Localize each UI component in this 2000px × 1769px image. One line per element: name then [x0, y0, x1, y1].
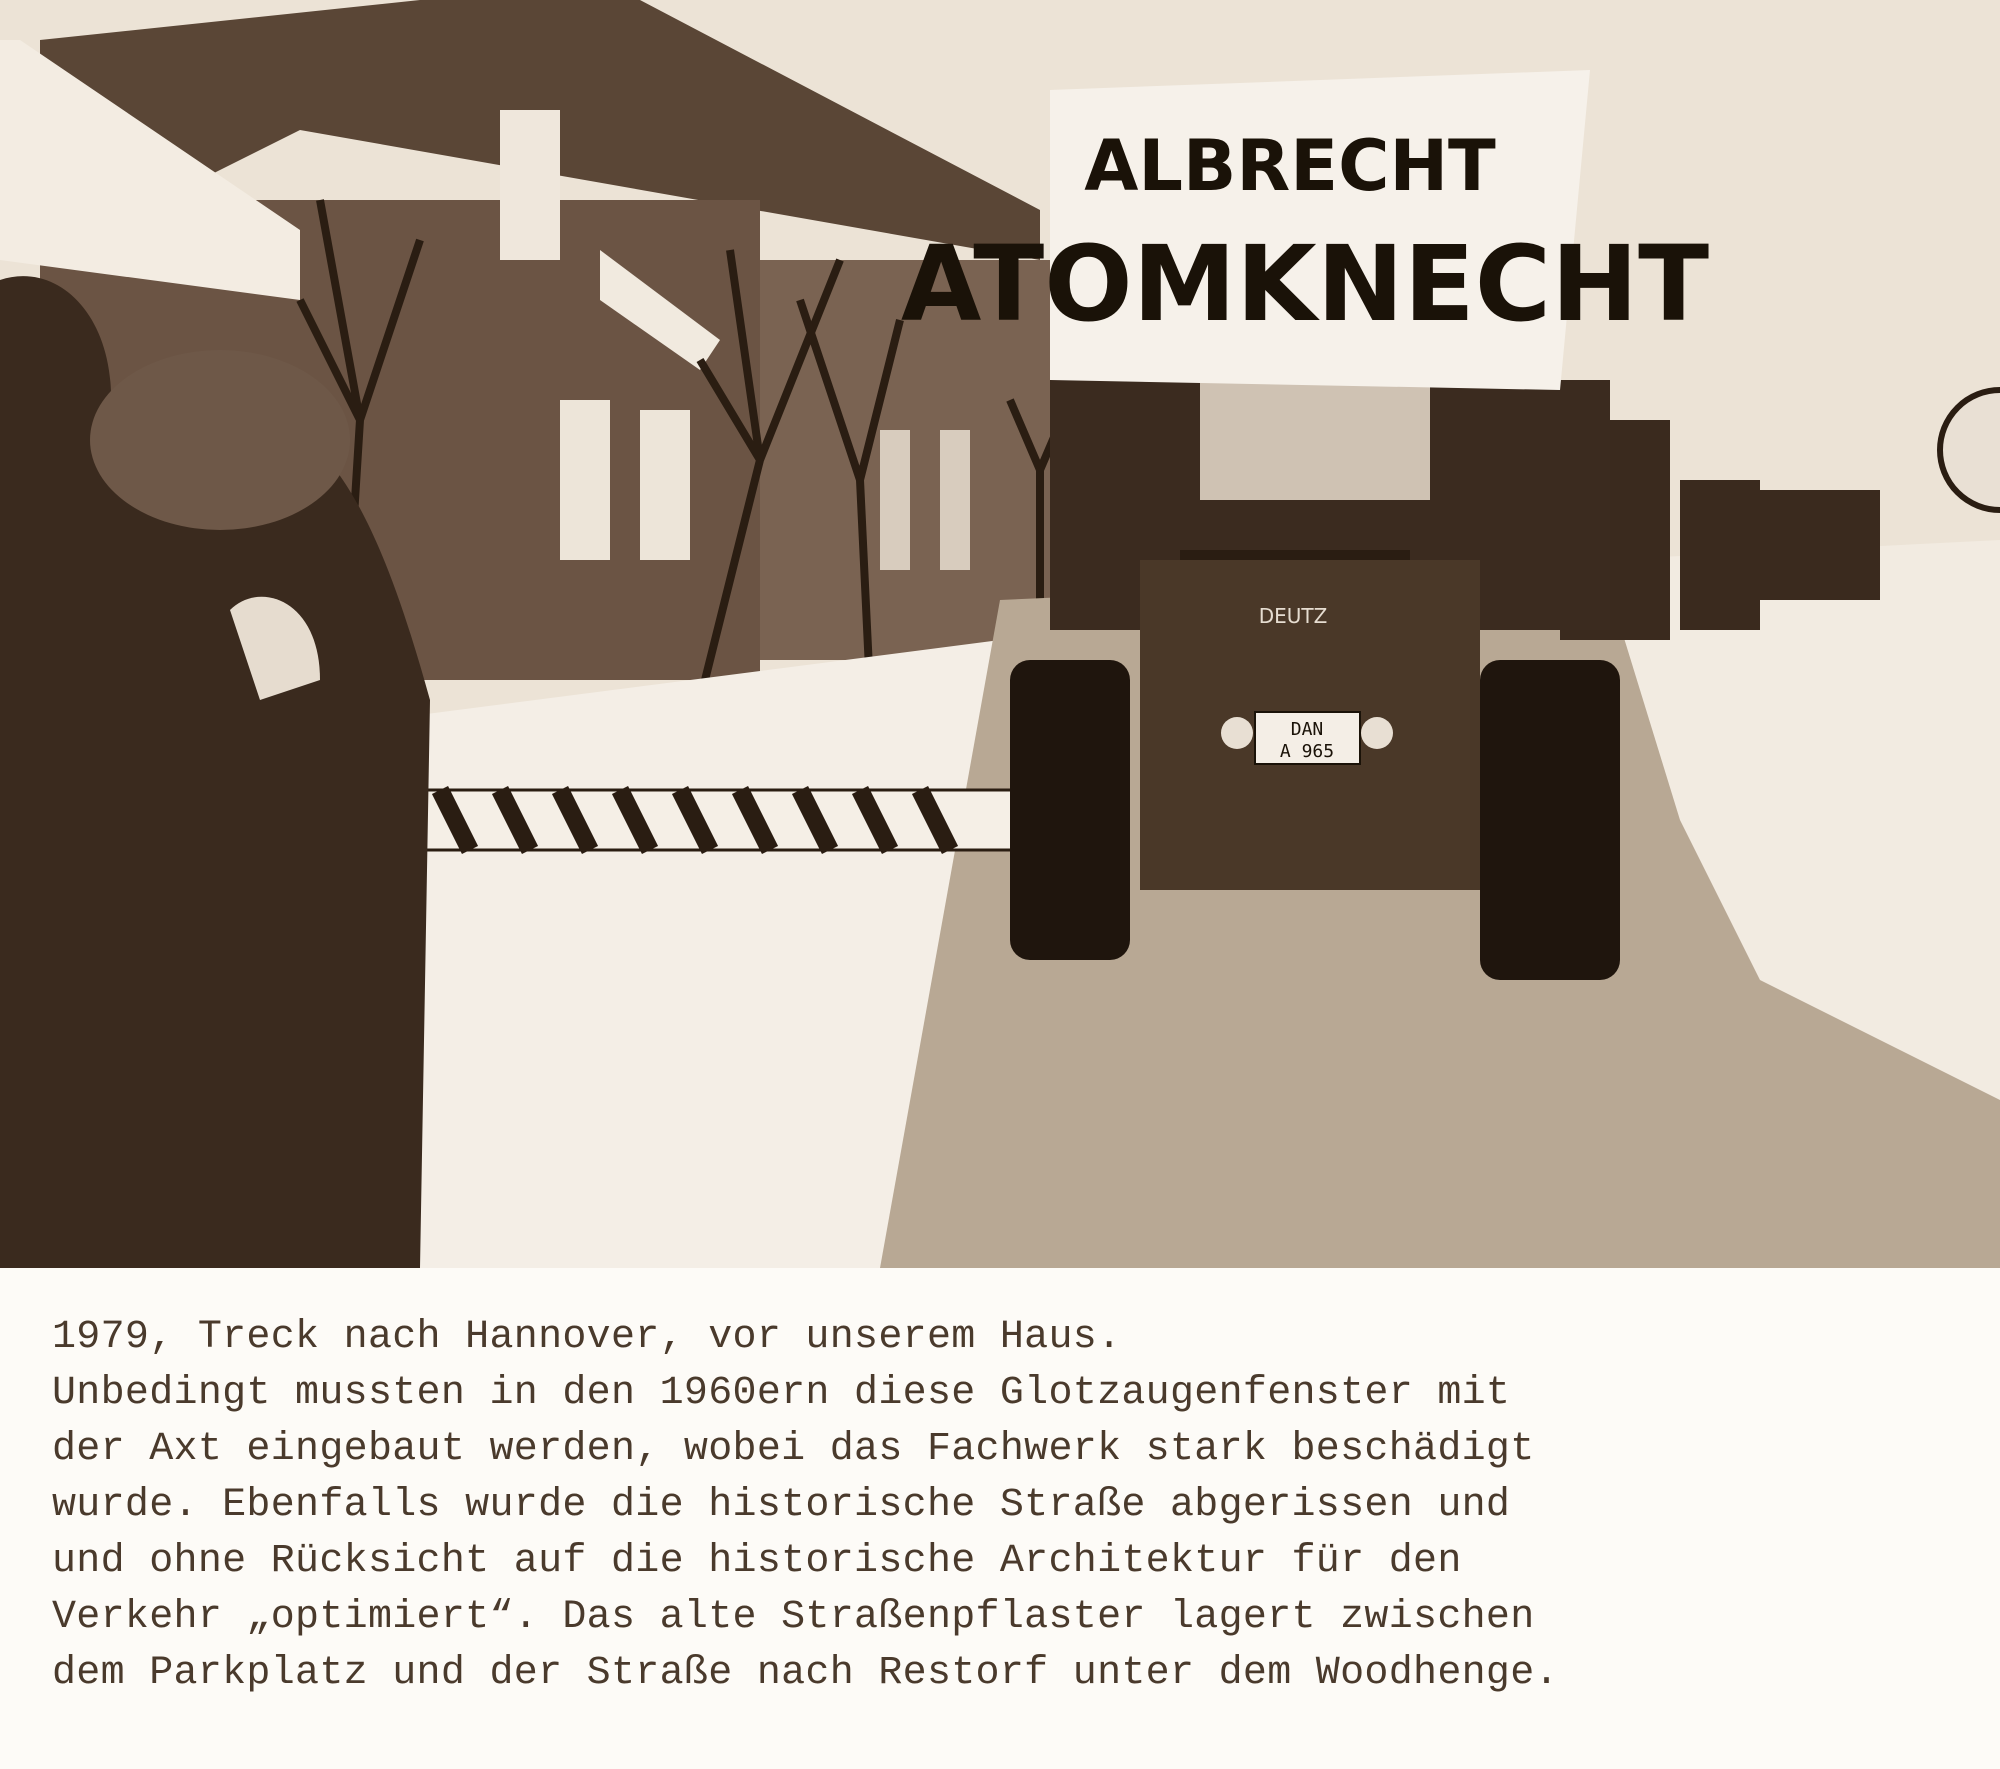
caption-line: dem Parkplatz und der Straße nach Restorf unter dem Woodhenge.: [52, 1651, 1559, 1696]
window: [500, 110, 560, 260]
tractor-distant: [1680, 480, 1760, 630]
window: [560, 400, 610, 560]
caption-line: wurde. Ebenfalls wurde die historische Straße abgerissen und: [52, 1483, 1511, 1528]
tractor-distant: [1760, 490, 1880, 600]
caption-line: Verkehr „optimiert“. Das alte Straßenpflaster lagert zwischen: [52, 1595, 1535, 1640]
plate-line-2: A 965: [1279, 741, 1335, 762]
caption-line: 1979, Treck nach Hannover, vor unserem Haus.: [52, 1315, 1122, 1360]
tractor-brand-label: DEUTZ: [1258, 604, 1328, 628]
caption-line: der Axt eingebaut werden, wobei das Fachwerk stark beschädigt: [52, 1427, 1535, 1472]
road-barrier: [420, 790, 1020, 850]
caption-line: Unbedingt mussten in den 1960ern diese Glotzaugenfenster mit: [52, 1371, 1511, 1416]
caption-line: und ohne Rücksicht auf die historische Architektur für den: [52, 1539, 1462, 1584]
window: [880, 430, 910, 570]
window: [640, 410, 690, 560]
window: [940, 430, 970, 570]
tractor: [1010, 380, 1620, 980]
sign-line-2: ATOMKNECHT: [900, 223, 1710, 345]
plate-line-1: DAN: [1290, 719, 1324, 740]
sign-line-1: ALBRECHT: [1084, 125, 1496, 207]
caption: [52, 1310, 1952, 1702]
